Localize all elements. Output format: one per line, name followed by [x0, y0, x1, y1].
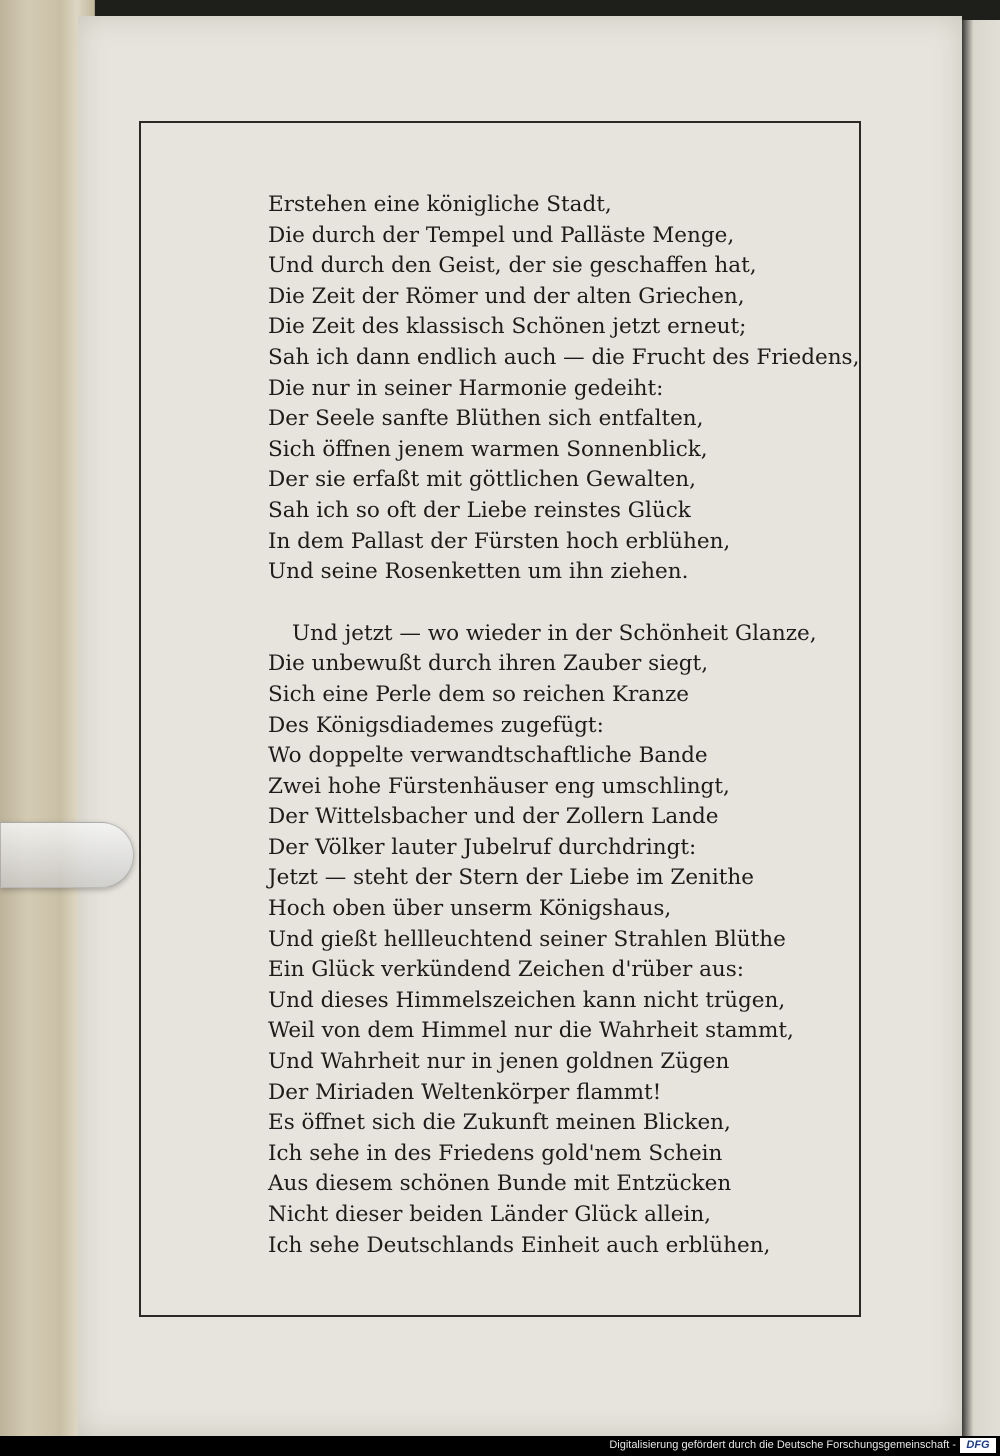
poem-line: Jetzt — steht der Stern der Liebe im Zenithe: [268, 865, 754, 891]
adjacent-page-edge: [962, 20, 1000, 1436]
poem-line: Die Zeit des klassisch Schönen jetzt erneut;: [268, 314, 747, 340]
poem-line: Nicht dieser beiden Länder Glück allein,: [268, 1202, 712, 1227]
poem-text: [268, 190, 860, 1261]
poem-line: Es öffnet sich die Zukunft meinen Blicken,: [268, 1110, 731, 1136]
poem-line: In dem Pallast der Fürsten hoch erblühen,: [268, 528, 731, 554]
poem-line: Hoch oben über unserm Königshaus,: [268, 896, 672, 922]
poem-line: Und seine Rosenketten um ihn ziehen.: [268, 559, 689, 585]
poem-line: Des Königsdiademes zugefügt:: [268, 712, 604, 738]
poem-line: Ich sehe in des Friedens gold'nem Schein: [268, 1140, 723, 1166]
poem-line: Ich sehe Deutschlands Einheit auch erblühen,: [268, 1232, 771, 1258]
poem-line: Sich eine Perle dem so reichen Kranze: [268, 681, 690, 707]
poem-line: Die Zeit der Römer und der alten Griechen,: [268, 283, 745, 309]
poem-line: Erstehen eine königliche Stadt,: [268, 192, 612, 217]
stanza-1: [268, 190, 860, 588]
poem-line: Zwei hohe Fürstenhäuser eng umschlingt,: [268, 773, 730, 799]
poem-line: Sah ich so oft der Liebe reinstes Glück: [268, 497, 691, 523]
poem-line: Der sie erfaßt mit göttlichen Gewalten,: [268, 467, 696, 493]
poem-line: Der Völker lauter Jubelruf durchdringt:: [268, 834, 697, 860]
poem-line: Sah ich dann endlich auch — die Frucht des Friedens,: [268, 344, 860, 370]
poem-line: Die durch der Tempel und Palläste Menge,: [268, 222, 735, 248]
stanza-gap: [268, 588, 828, 619]
dfg-logo: DFG: [960, 1438, 996, 1453]
poem-line: Die nur in seiner Harmonie gedeiht:: [268, 375, 664, 401]
poem-line: Aus diesem schönen Bunde mit Entzücken: [268, 1171, 732, 1197]
poem-line: Wo doppelte verwandtschaftliche Bande: [268, 743, 708, 769]
poem-line: Und Wahrheit nur in jenen goldnen Zügen: [268, 1049, 730, 1075]
poem-line: Und gießt hellleuchtend seiner Strahlen Blüthe: [268, 926, 786, 952]
poem-line: Der Miriaden Weltenkörper flammt!: [268, 1079, 662, 1105]
poem-line: Die unbewußt durch ihren Zauber siegt,: [268, 651, 709, 677]
poem-line: Der Seele sanfte Blüthen sich entfalten,: [268, 406, 704, 432]
poem-line: Weil von dem Himmel nur die Wahrheit stammt,: [268, 1018, 794, 1044]
poem-line: Und jetzt — wo wieder in der Schönheit Glanze,: [292, 620, 817, 646]
poem-line: Der Wittelsbacher und der Zollern Lande: [268, 804, 719, 830]
poem-line: Sich öffnen jenem warmen Sonnenblick,: [268, 436, 708, 462]
poem-line: Und durch den Geist, der sie geschaffen hat,: [268, 253, 757, 279]
stanza-2: [268, 619, 828, 1261]
poem-line: Und dieses Himmelszeichen kann nicht trügen,: [268, 987, 786, 1013]
page-clip-tab: [0, 822, 134, 888]
poem-line: Ein Glück verkündend Zeichen d'rüber aus:: [268, 957, 745, 983]
footer-credit: Digitalisierung gefördert durch die Deutsche Forschungsgemeinschaft -: [609, 1439, 956, 1451]
